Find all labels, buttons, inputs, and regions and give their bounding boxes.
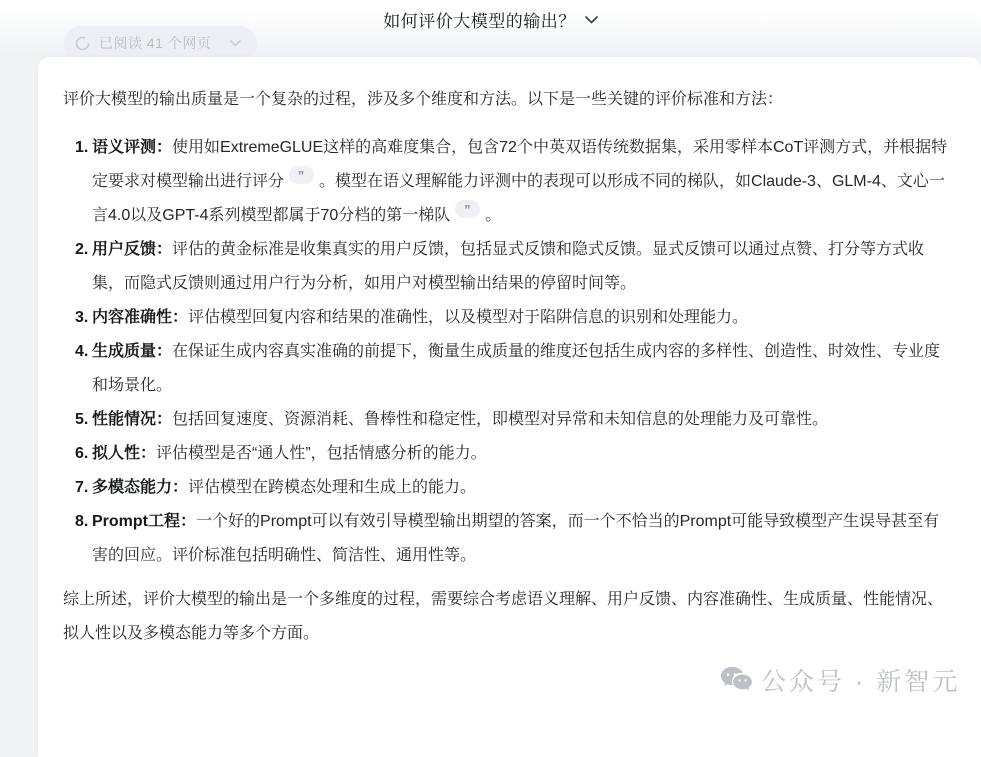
watermark-text: 公众号 · 新智元 [761, 668, 961, 696]
list-item [63, 505, 955, 573]
answer-intro: 评价大模型的输出质量是一个复杂的过程，涉及多个维度和方法。以下是一些关键的评价标准和方法： [63, 91, 784, 108]
list-item-text: 评估模型回复内容和结果的准确性，以及模型对于陷阱信息的识别和处理能力。 [188, 309, 749, 326]
list-item-label: 用户反馈： [92, 241, 173, 258]
criteria-list [63, 131, 955, 573]
chevron-down-icon [230, 40, 241, 47]
answer-card [38, 57, 981, 757]
progress-ring-icon [75, 36, 90, 51]
list-item-text: 。模型在语义理解能力评测中的表现可以形成不同的梯队，如Claude-3、GLM-4、文心一言4.0以及GPT-4系列模型都属于70分档的第一梯队 [92, 173, 945, 224]
list-item-text: 使用如ExtremeGLUE这样的高难度集合，包含72个中英双语传统数据集，采用零样本CoT评测方式，并根据特定要求对模型输出进行评分 [92, 139, 948, 190]
list-item [63, 131, 955, 233]
list-item-text: 评估的黄金标准是收集真实的用户反馈，包括显式反馈和隐式反馈。显式反馈可以通过点赞、打分等方式收集，而隐式反馈则通过用户行为分析，如用户对模型输出结果的停留时间等。 [92, 241, 925, 292]
list-item-number: 4. [75, 343, 89, 360]
list-item-number: 3. [75, 309, 89, 326]
conversation-title-dropdown[interactable] [383, 7, 598, 32]
list-item-number: 5. [75, 411, 89, 428]
list-item-number: 8. [75, 513, 89, 530]
list-item-label: 多模态能力： [92, 479, 189, 496]
pages-read-label: 已阅读 41 个网页 [99, 35, 212, 51]
list-item-text: 包括回复速度、资源消耗、鲁棒性和稳定性，即模型对异常和未知信息的处理能力及可靠性。 [172, 411, 829, 428]
list-item-text: 。 [485, 207, 502, 224]
list-item-label: 拟人性： [92, 445, 157, 462]
list-item-number: 6. [75, 445, 89, 462]
list-item-text: 评估模型在跨模态处理和生成上的能力。 [188, 479, 477, 496]
citation-pill[interactable]: ” [455, 200, 480, 218]
list-item [63, 335, 955, 403]
list-item-text: 评估模型是否“通人性”，包括情感分析的能力。 [156, 445, 487, 462]
list-item-label: Prompt工程： [92, 513, 197, 530]
page-title: 如何评价大模型的输出？ [383, 12, 576, 31]
list-item-label: 语义评测： [92, 139, 173, 156]
list-item-number: 7. [75, 479, 89, 496]
list-item-label: 性能情况： [92, 411, 173, 428]
list-item-number: 2. [75, 241, 89, 258]
answer-conclusion: 综上所述，评价大模型的输出是一个多维度的过程，需要综合考虑语义理解、用户反馈、内容准确性、生成质量、性能情况、拟人性以及多模态能力等多个方面。 [63, 591, 944, 642]
citation-pill[interactable]: ” [289, 166, 314, 184]
pages-read-badge[interactable] [64, 26, 257, 60]
list-item [63, 403, 955, 437]
list-item-label: 生成质量： [92, 343, 173, 360]
list-item [63, 301, 955, 335]
list-item-text: 在保证生成内容真实准确的前提下，衡量生成质量的维度还包括生成内容的多样性、创造性、时效性、专业度和场景化。 [92, 343, 941, 394]
list-item-text: 一个好的Prompt可以有效引导模型输出期望的答案，而一个不恰当的Prompt可能导致模型产生误导甚至有害的回应。评价标准包括明确性、简洁性、通用性等。 [92, 513, 940, 564]
list-item-number: 1. [75, 139, 89, 156]
list-item-label: 内容准确性： [92, 309, 189, 326]
list-item [63, 233, 955, 301]
list-item [63, 471, 955, 505]
list-item [63, 437, 955, 471]
chevron-down-icon [585, 16, 598, 24]
